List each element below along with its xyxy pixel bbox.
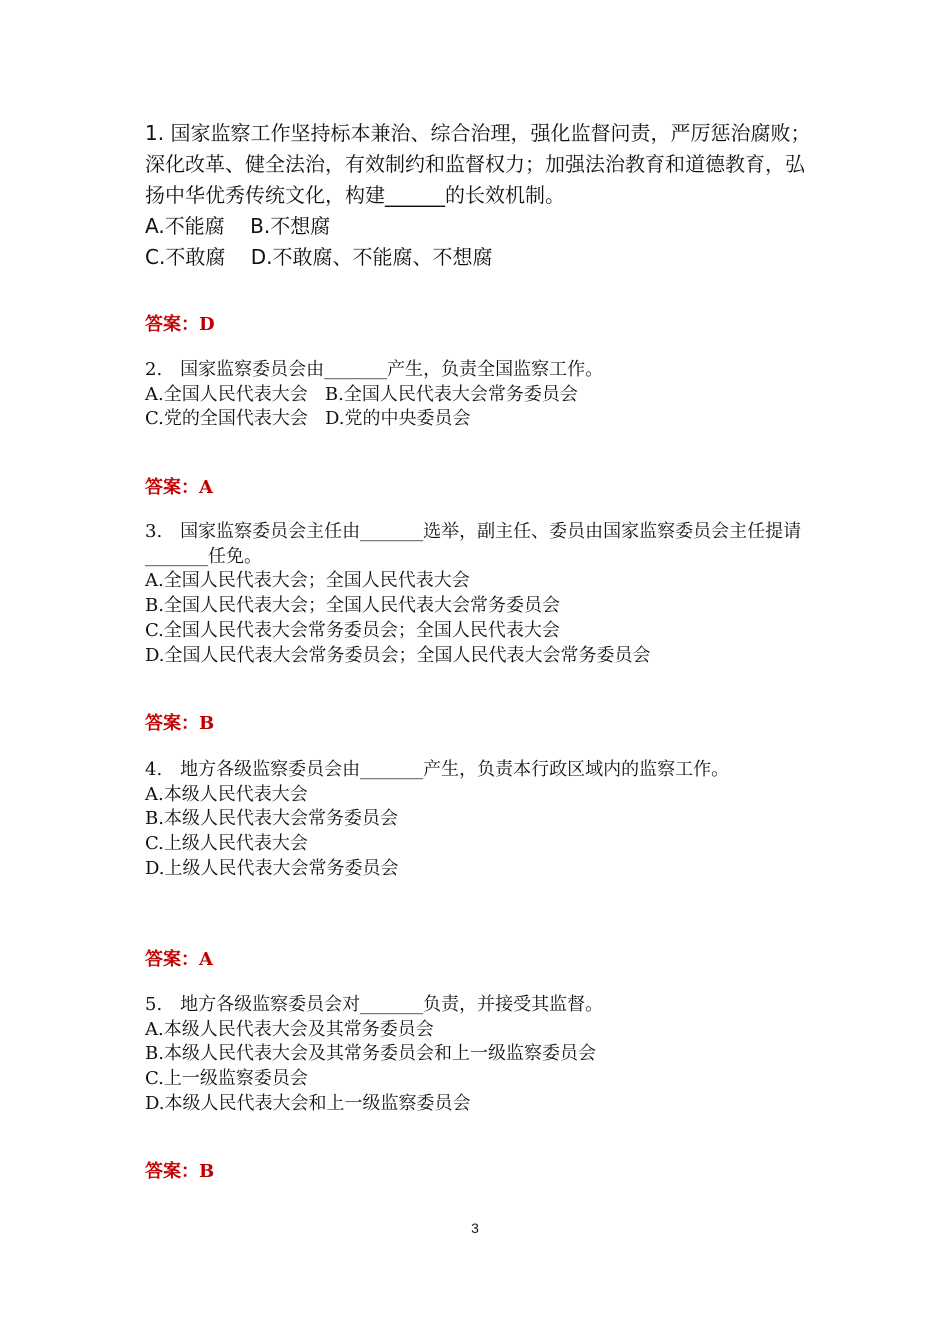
question-2 [145, 358, 815, 432]
question-5-option-d: D.本级人民代表大会和上一级监察委员会 [145, 1092, 471, 1114]
question-4-option-a: A.本级人民代表大会 [145, 783, 308, 805]
page-number: 3 [471, 1220, 479, 1236]
question-1-option-line-2: C.不敢腐 D.不敢腐、不能腐、不想腐 [145, 245, 493, 269]
question-1-option-line-1: A.不能腐 B.不想腐 [145, 214, 331, 238]
question-5-option-a: A.本级人民代表大会及其常务委员会 [145, 1018, 434, 1040]
question-4 [145, 758, 815, 882]
question-4-stem: 4. 地方各级监察委员会由_______产生，负责本行政区域内的监察工作。 [145, 759, 730, 780]
question-2-option-line-2: C.党的全国代表大会 D.党的中央委员会 [145, 408, 471, 430]
question-2-option-line-1: A.全国人民代表大会 B.全国人民代表大会常务委员会 [145, 383, 578, 405]
question-1-stem: 1. 国家监察工作坚持标本兼治、综合治理，强化监督问责，严厉惩治腐败；深化改革、健全法治，有效制约和监督权力；加强法治教育和道德教育，弘扬中华优秀传统文化，构建______的长效机制。 [145, 121, 811, 207]
question-3-stem: 3. 国家监察委员会主任由_______选举，副主任、委员由国家监察委员会主任提请_______任免。 [145, 521, 802, 567]
question-1 [145, 118, 815, 273]
question-5-option-b: B.本级人民代表大会及其常务委员会和上一级监察委员会 [145, 1043, 596, 1065]
answer-5: 答案：B [145, 1161, 215, 1182]
question-4-option-d: D.上级人民代表大会常务委员会 [145, 857, 399, 879]
question-3-option-b: B.全国人民代表大会；全国人民代表大会常务委员会 [145, 595, 560, 617]
answer-3: 答案：B [145, 713, 215, 734]
question-5 [145, 993, 815, 1117]
question-3 [145, 520, 815, 668]
question-4-option-c: C.上级人民代表大会 [145, 833, 308, 855]
question-3-option-c: C.全国人民代表大会常务委员会；全国人民代表大会 [145, 619, 560, 641]
question-4-option-b: B.本级人民代表大会常务委员会 [145, 808, 398, 830]
question-3-option-d: D.全国人民代表大会常务委员会；全国人民代表大会常务委员会 [145, 644, 651, 666]
question-3-option-a: A.全国人民代表大会；全国人民代表大会 [145, 570, 470, 592]
question-5-option-c: C.上一级监察委员会 [145, 1068, 308, 1090]
answer-4: 答案：A [145, 949, 213, 970]
answer-1: 答案：D [145, 314, 215, 335]
question-2-stem: 2. 国家监察委员会由_______产生，负责全国监察工作。 [145, 359, 604, 380]
question-5-stem: 5. 地方各级监察委员会对_______负责，并接受其监督。 [145, 994, 604, 1015]
answer-2: 答案：A [145, 477, 213, 498]
